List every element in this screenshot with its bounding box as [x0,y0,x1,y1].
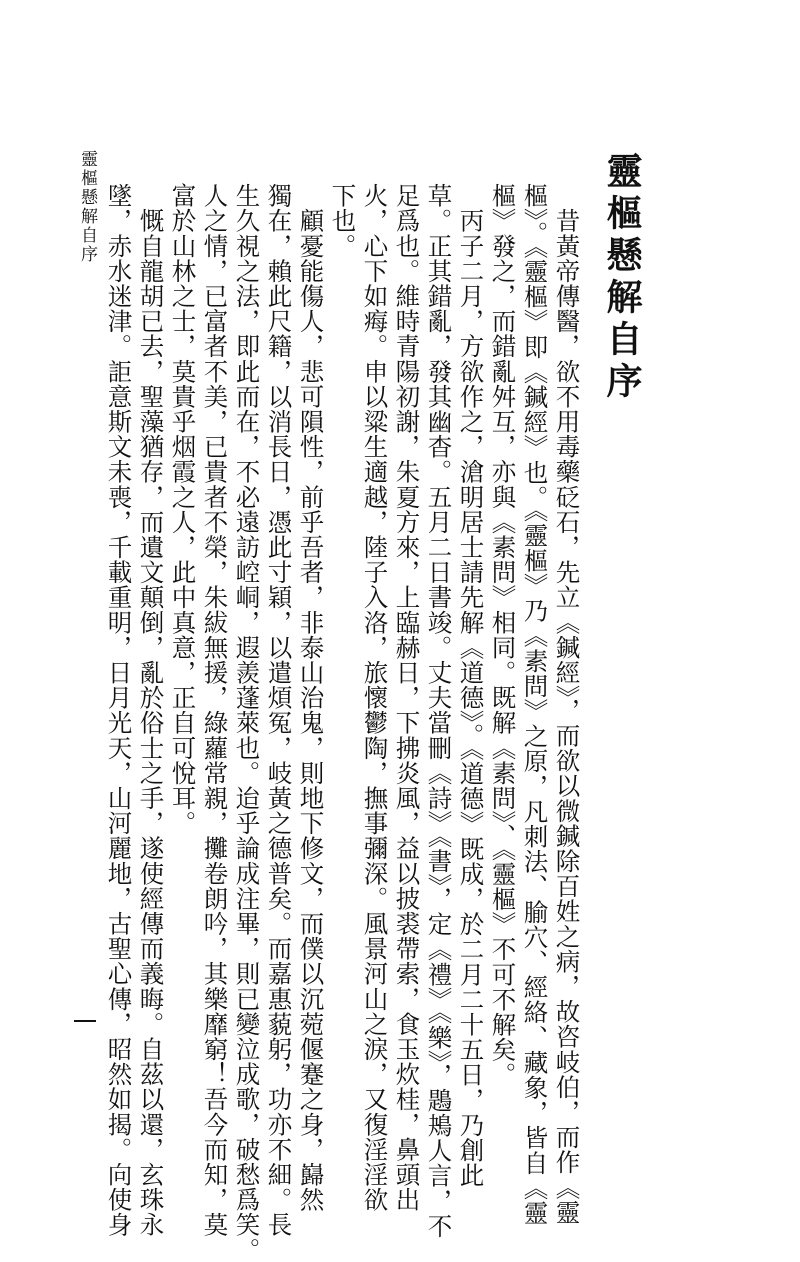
text-column: 草。正其錯亂，發其幽杳。五月二日書竣。丈夫當刪《詩》《書》，定《禮》《樂》，鶗鴂人言，不 [424,183,454,1239]
page-number [74,1020,96,1022]
text-column: 獨在，賴此尺籍，以消長日，憑此寸穎，以遣煩冤，岐黃之德普矣。而嘉惠藐躬，功亦不細。長 [264,183,294,1238]
text-column: 墜，赤水迷津。詎意斯文未喪，千載重明，日月光天，山河麗地，古聖心傳，昭然如揭。向使身 [104,183,134,1238]
text-column: 樞》發之，而錯亂舛互，亦與《素問》相同。既解《素問》、《靈樞》不可不解矣。 [488,183,518,1088]
text-column: 足爲也。維時青陽初謝，朱夏方來，上臨赫日，下拂炎風，益以披裘帶索，食玉炊桂，鼻頭出 [392,183,422,1213]
text-column: 昔黃帝傳醫，欲不用毒藥砭石，先立《鍼經》，而欲以微鍼除百姓之病，故咨岐伯，而作《靈 [552,183,582,1225]
text-column: 下也。 [328,183,358,259]
text-column: 顧憂能傷人，悲可隕性，前乎吾者，非泰山治鬼，則地下修文，而僕以沉菀偃蹇之身，巋然 [296,183,326,1213]
text-column: 富於山林之士，莫貴乎烟霞之人，此中真意，正自可悅耳。 [168,183,198,836]
page-title: 靈樞懸解自序 [601,152,643,404]
running-head: 靈樞懸解自序 [77,150,97,264]
text-column: 人之情，已富者不美，已貴者不榮，朱紱無援，綠蘿常親，攤卷朗吟，其樂靡窮！吾今而知，莫 [200,183,230,1238]
text-column: 慨自龍胡已去，聖藻猶存，而遺文顛倒，亂於俗士之手，遂使經傳而義晦。自茲以還，玄珠永 [136,183,166,1238]
text-column: 樞》。《靈樞》即《鍼經》也。《靈樞》乃《素問》之原，凡刺法、腧穴、經絡、藏象，皆自《靈 [520,183,550,1226]
text-column: 生久視之法，即此而在，不必遠訪崆峒，遐羨蓬萊也。迨乎論成注畢，則已變泣成歌，破愁爲笑。 [232,183,262,1262]
text-column: 火，心下如痗。申以粱生適越，陸子入洛，旅懷鬱陶，撫事彌深。風景河山之淚，又復淫淫欲 [360,183,390,1213]
text-column: 丙子二月，方欲作之，滄明居士請先解《道德》。《道德》既成，於二月二十五日，乃創此 [456,183,486,1188]
